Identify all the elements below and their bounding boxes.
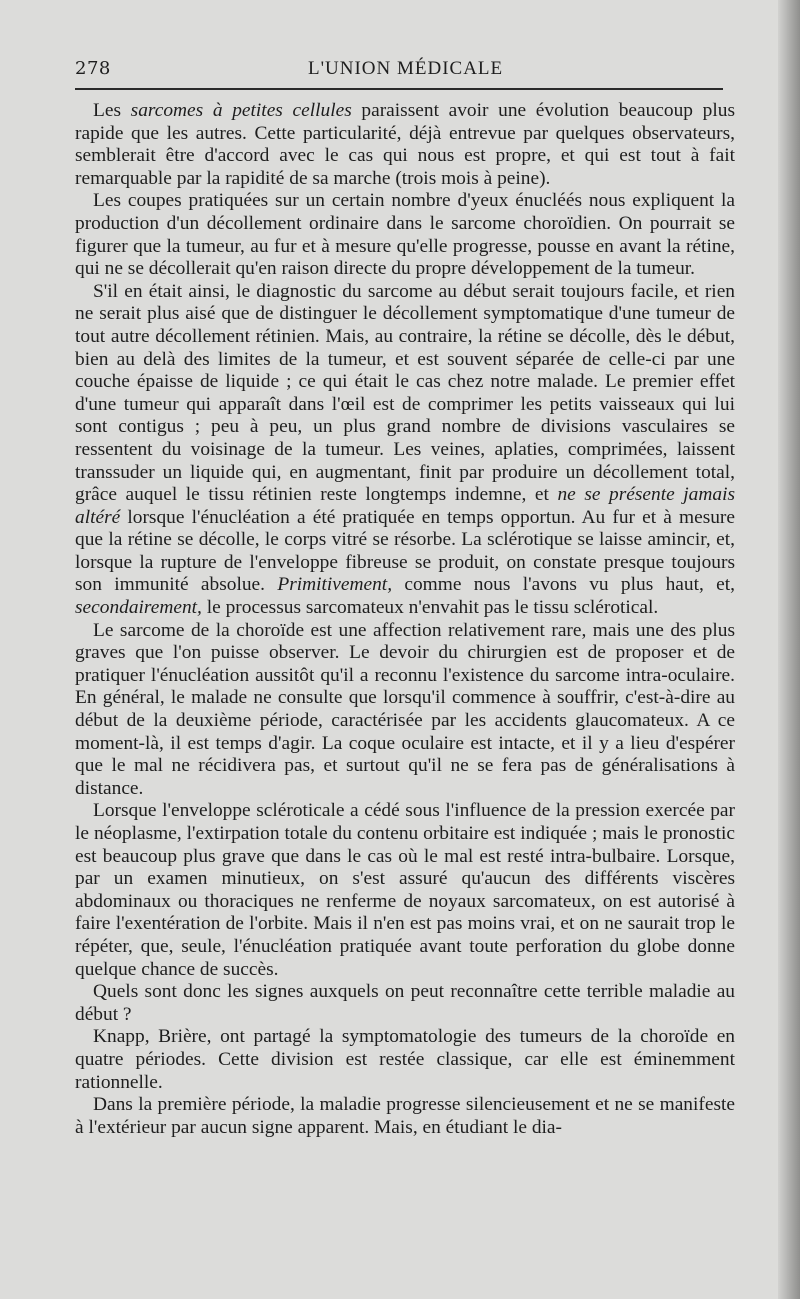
paragraph-7: [75, 1026, 735, 1094]
page-edge-shadow: [778, 0, 800, 1299]
text-run: lorsque l'énucléation a été pratiquée en temps opportun. Au fur et à mesure que la rétine se décolle, le corps vitré se résorbe. La sclérotique se laisse amincir, et, lorsque la rupture de l'enveloppe fibreuse se produit, on constate presque toujours son immunité absolue.: [75, 506, 735, 596]
journal-title: L'UNION MÉDICALE: [308, 58, 504, 79]
paragraph-1: [75, 100, 735, 190]
text-run: Le sarcome de la choroïde est une affection relativement rare, mais une des plus graves que l'on puisse observer. Le devoir du chirurgien est de proposer et de pratiquer l'énucléation aussitôt qu'il a reconnu l'existence du sarcome intra-oculaire. En général, le malade ne consulte que lorsqu'il commence à souffrir, c'est-à-dire au début de la deuxième période, caractérisée par les accidents glaucomateux. A ce moment-là, il est temps d'agir. La coque oculaire est intacte, et il y a lieu d'espérer que le mal ne récidivera pas, et surtout qu'il ne se fera pas de généralisations à distance.: [75, 619, 735, 799]
text-run: comme nous l'avons vu plus haut, et,: [392, 574, 735, 596]
paragraph-4: [75, 620, 735, 801]
article-body: [75, 100, 735, 1139]
page-header: [75, 58, 725, 82]
text-run: Dans la première période, la maladie progresse silencieusement et ne se manifeste à l'extérieur par aucun signe apparent. Mais, en étudiant le dia-: [75, 1094, 735, 1138]
text-run: Quels sont donc les signes auxquels on peut reconnaître cette terrible maladie au début ?: [75, 981, 735, 1025]
page-number: 278: [75, 58, 111, 79]
italic-text: ne se présente jamais altéré: [75, 484, 735, 528]
text-run: Les coupes pratiquées sur un certain nombre d'yeux énucléés nous expliquent la production d'un décollement ordinaire dans le sarcome choroïdien. On pourrait se figurer que la tumeur, au fur et à mesure qu'elle progresse, pousse en avant la rétine, qui ne se décollerait qu'en raison directe du propre développement de la tumeur.: [75, 190, 735, 280]
text-run: Les: [93, 100, 131, 121]
paragraph-8: [75, 1094, 735, 1139]
text-run: paraissent avoir une évolution beaucoup plus rapide que les autres. Cette particularité, déjà entrevue par quelques observateurs, semblerait être d'accord avec le cas qui nous est propre, et qui est tout à fait remarquable par la rapidité de sa marche (trois mois à peine).: [75, 100, 735, 189]
paragraph-2: [75, 190, 735, 280]
text-run: Knapp, Brière, ont partagé la symptomatologie des tumeurs de la choroïde en quatre périodes. Cette division est restée classique, car elle est éminemment rationnelle.: [75, 1026, 735, 1093]
header-rule: [75, 88, 723, 90]
italic-text: Primitivement,: [277, 574, 393, 596]
text-run: Lorsque l'enveloppe scléroticale a cédé sous l'influence de la pression exercée par le néoplasme, l'extirpation totale du contenu orbitaire est indiquée ; mais le pronostic est beaucoup plus grave que dans le cas où le mal est resté intra-bulbaire. Lorsque, par un examen minutieux, on s'est assuré qu'aucun des différents viscères abdominaux ou thoraciques ne renferme de noyaux sarcomateux, on est autorisé à faire l'exentération de l'orbite. Mais il n'en est pas moins vrai, et on ne saurait trop le répéter, que, seule, l'énucléation pratiquée avant toute perforation du globe donne quelque chance de succès.: [75, 800, 735, 980]
paragraph-5: [75, 800, 735, 981]
italic-text: secondairement,: [75, 597, 202, 619]
paragraph-3: [75, 281, 735, 620]
italic-text: sarcomes à petites cellules: [130, 100, 352, 121]
text-run: S'il en était ainsi, le diagnostic du sarcome au début serait toujours facile, et rien ne serait plus aisé que de distinguer le décollement symptomatique d'une tumeur de tout autre décollement rétinien. Mais, au contraire, la rétine se décolle, dès le début, bien au delà des limites de la tumeur, et est souvent séparée de celle-ci par une couche épaisse de liquide ; ce qui était le cas chez notre malade. Le premier effet d'une tumeur qui apparaît dans l'œil est de comprimer les petits vaisseaux qui lui sont contigus ; peu à peu, un plus grand nombre de divisions vasculaires se ressentent du voisinage de la tumeur. Les veines, aplaties, comprimées, laissent transsuder un liquide qui, en augmentant, finit par produire un décollement total, grâce auquel le tissu rétinien reste longtemps indemne, et: [75, 280, 735, 506]
text-run: le processus sarcomateux n'envahit pas le tissu sclérotical.: [201, 597, 659, 619]
paragraph-6: [75, 981, 735, 1026]
